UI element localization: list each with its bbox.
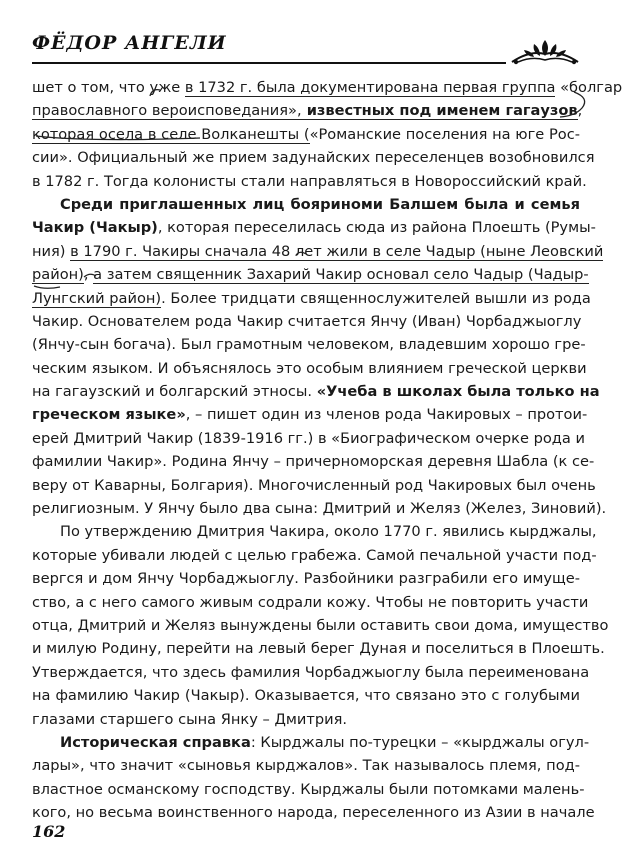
text-line: и милую Родину, перейти на левый берег Дуная и поселиться в Плоешть.	[32, 640, 605, 658]
text-line: в 1782 г. Тогда колонисты стали направляться в Новороссийский край.	[32, 172, 587, 190]
text-line: Лунгский район). Более тридцати священнослужителей вышли из рода	[32, 289, 591, 307]
body-text	[32, 76, 622, 825]
text-line: веру от Каварны, Болгария). Многочисленный род Чакировых был очень	[32, 476, 596, 494]
text-line: на гагаузский и болгарский этносы. «Учеба в школах была только на	[32, 383, 600, 401]
text-line: властное османскому господству. Кырджалы были потомками малень-	[32, 780, 585, 798]
text-line: шет о том, что уже в 1732 г. была документирована первая группа «болгар	[32, 79, 622, 96]
running-header	[32, 28, 580, 64]
text-line: греческом языке», – пишет один из членов рода Чакировых – протои-	[32, 406, 588, 424]
text-line: фамилии Чакир». Родина Янчу – причерноморская деревня Шабла (к се-	[32, 453, 595, 471]
text-line: кого, но весьма воинственного народа, переселенного из Азии в начале	[32, 804, 595, 822]
text-line: которая осела в селе Волканешты («Романские поселения на юге Рос-	[32, 125, 580, 143]
text-line: сии». Официальный же прием задунайских переселенцев возобновился	[32, 149, 595, 167]
text-line: лары», что значит «сыновья кырджалов». Так называлось племя, под-	[32, 757, 580, 775]
text-line: ерей Дмитрий Чакир (1839-1916 гг.) в «Биографическом очерке рода и	[32, 429, 585, 447]
text-line: ния) в 1790 г. Чакиры сначала 48 лет жили в селе Чадыр (ныне Леовский	[32, 242, 604, 260]
text-line: ческим языком. И объяснялось это особым влиянием греческой церкви	[32, 359, 587, 377]
header-rule	[32, 62, 506, 64]
text-line: религиозным. У Янчу было два сына: Дмитрий и Желяз (Желез, Зиновий).	[32, 500, 607, 518]
text-line: на фамилию Чакир (Чакыр). Оказывается, что связано это с голубыми	[32, 687, 580, 705]
author-name: ФЁДОР АНГЕЛИ	[32, 32, 227, 54]
text-line: район), а затем священник Захарий Чакир основал село Чадыр (Чадыр-	[32, 266, 589, 284]
text-line: которые убивали людей с целью грабежа. Самой печальной участи под-	[32, 546, 597, 564]
decorative-leaf-ornament-icon	[510, 36, 580, 70]
page-number: 162	[32, 822, 66, 841]
text-line: ство, а с него самого живым содрали кожу. Чтобы не повторить участи	[32, 593, 589, 611]
text-line: отца, Дмитрий и Желяз вынуждены были оставить свои дома, имущество	[32, 616, 609, 634]
text-line: Утверждается, что здесь фамилия Чорбаджыоглу была переименована	[32, 663, 590, 681]
text-line: православного вероисповедания», известных под именем гагаузов,	[32, 102, 583, 120]
text-line: глазами старшего сына Янку – Дмитрия.	[32, 710, 348, 728]
text-line: По утверждению Дмитрия Чакира, около 1770 г. явились кырджалы,	[60, 523, 597, 541]
text-line: Историческая справка: Кырджалы по-турецки – «кырджалы огул-	[60, 733, 590, 751]
text-line: (Янчу-сын богача). Был грамотным человеком, владевшим хорошо гре-	[32, 336, 586, 354]
text-line: Чакир (Чакыр), которая переселилась сюда из района Плоешть (Румы-	[32, 219, 596, 237]
text-line: вергся и дом Янчу Чорбаджыоглу. Разбойники разграбили его имуще-	[32, 570, 580, 588]
text-line: Чакир. Основателем рода Чакир считается Янчу (Иван) Чорбаджыоглу	[32, 312, 582, 330]
text-line: Среди приглашенных лиц бояриноми Балшем была и семья	[60, 195, 580, 213]
